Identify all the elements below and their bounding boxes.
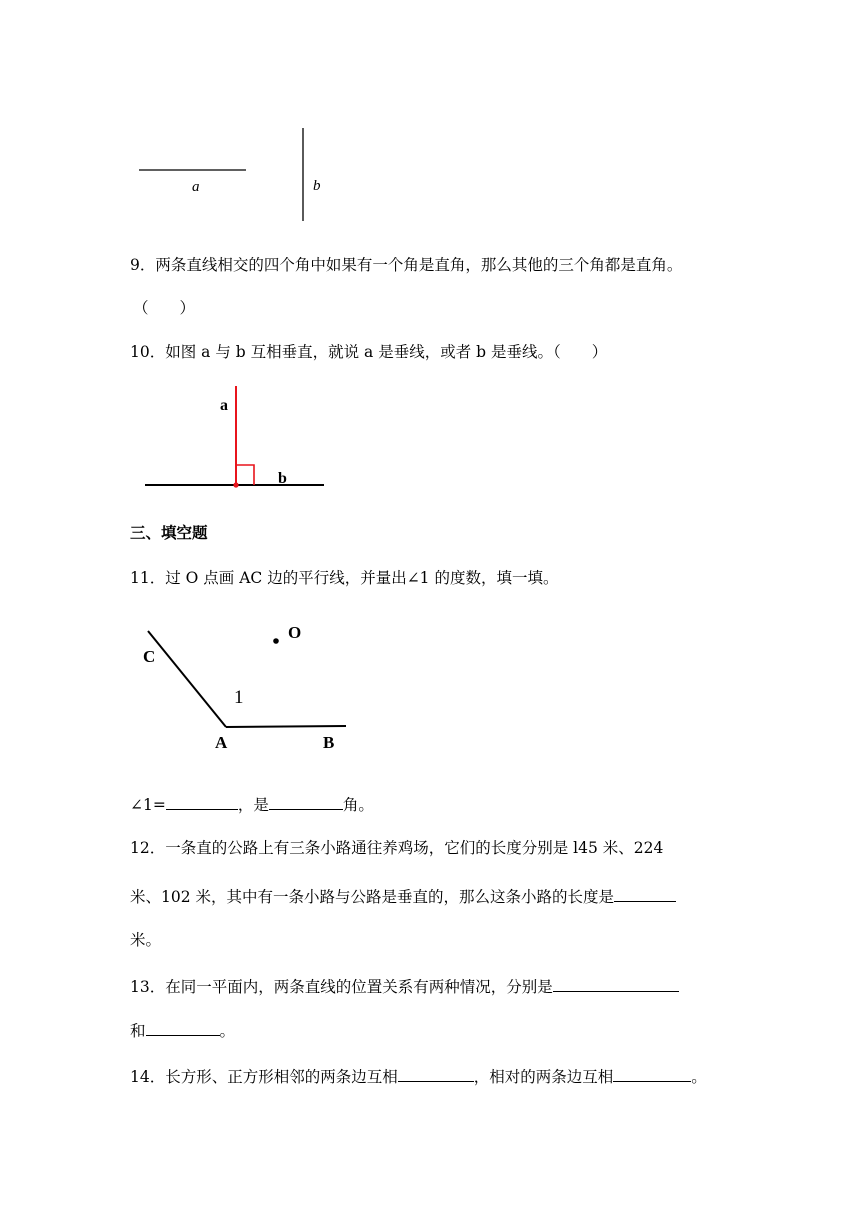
label-o: O	[288, 623, 302, 642]
label-b-point: B	[323, 733, 335, 752]
question-9-answer-paren: （ ）	[133, 299, 196, 317]
angle-type-blank[interactable]	[269, 793, 343, 810]
figure-angle-cab	[135, 615, 365, 755]
relation-blank-1[interactable]	[553, 975, 679, 992]
relation-blank-2[interactable]	[146, 1019, 220, 1036]
question-13-line-1-text: 13．在同一平面内，两条直线的位置关系有两种情况，分别是	[130, 978, 553, 996]
line-b-label: b	[313, 178, 321, 194]
question-14-line	[130, 1065, 707, 1087]
label-b: b	[278, 470, 287, 487]
segment-ab	[226, 726, 346, 727]
label-c: C	[143, 647, 156, 666]
question-12-line-3: 米。	[130, 931, 162, 949]
angle-answer-suffix: 角。	[342, 796, 374, 814]
question-13-line-1	[130, 975, 679, 997]
figure-perpendicular-a-b	[140, 380, 340, 495]
question-12-line-2	[130, 885, 676, 907]
question-14-part-3: 。	[691, 1068, 707, 1086]
angle-answer-prefix: ∠1=	[130, 796, 166, 814]
question-12-line-2-text: 米、102 米，其中有一条小路与公路是垂直的，那么这条小路的长度是	[130, 888, 615, 906]
section-title: 三、填空题	[130, 523, 208, 542]
label-angle-1: 1	[234, 687, 244, 708]
label-a: a	[220, 397, 228, 414]
question-12-line-1: 12．一条直的公路上有三条小路通往养鸡场，它们的长度分别是 l45 米、224	[130, 839, 664, 857]
label-a-vertex: A	[215, 733, 228, 752]
point-o	[273, 638, 279, 644]
question-14-part-1: 14．长方形、正方形相邻的两条边互相	[130, 1068, 398, 1086]
question-9-text: 9．两条直线相交的四个角中如果有一个角是直角，那么其他的三个角都是直角。	[130, 256, 683, 274]
figure-lines-a-b	[130, 120, 350, 230]
angle-answer-mid: ，是	[237, 796, 269, 814]
opposite-sides-blank[interactable]	[613, 1065, 691, 1082]
segment-ca	[148, 631, 226, 727]
question-13-and: 和	[130, 1022, 146, 1040]
question-10-text: 10．如图 a 与 b 互相垂直，就说 a 是垂线，或者 b 是垂线。（ ）	[130, 343, 608, 361]
line-a-label: a	[192, 179, 200, 195]
right-angle-mark	[236, 465, 254, 485]
question-11-text: 11．过 O 点画 AC 边的平行线，并量出∠1 的度数，填一填。	[130, 569, 559, 587]
question-13-line-2	[130, 1019, 235, 1041]
question-13-end: 。	[219, 1022, 236, 1040]
adjacent-sides-blank[interactable]	[398, 1065, 474, 1082]
angle-degree-blank[interactable]	[166, 793, 238, 810]
intersection-point	[233, 482, 238, 487]
question-14-part-2: ，相对的两条边互相	[473, 1068, 614, 1086]
question-11-answer-line	[130, 793, 374, 815]
road-length-blank[interactable]	[614, 885, 676, 902]
